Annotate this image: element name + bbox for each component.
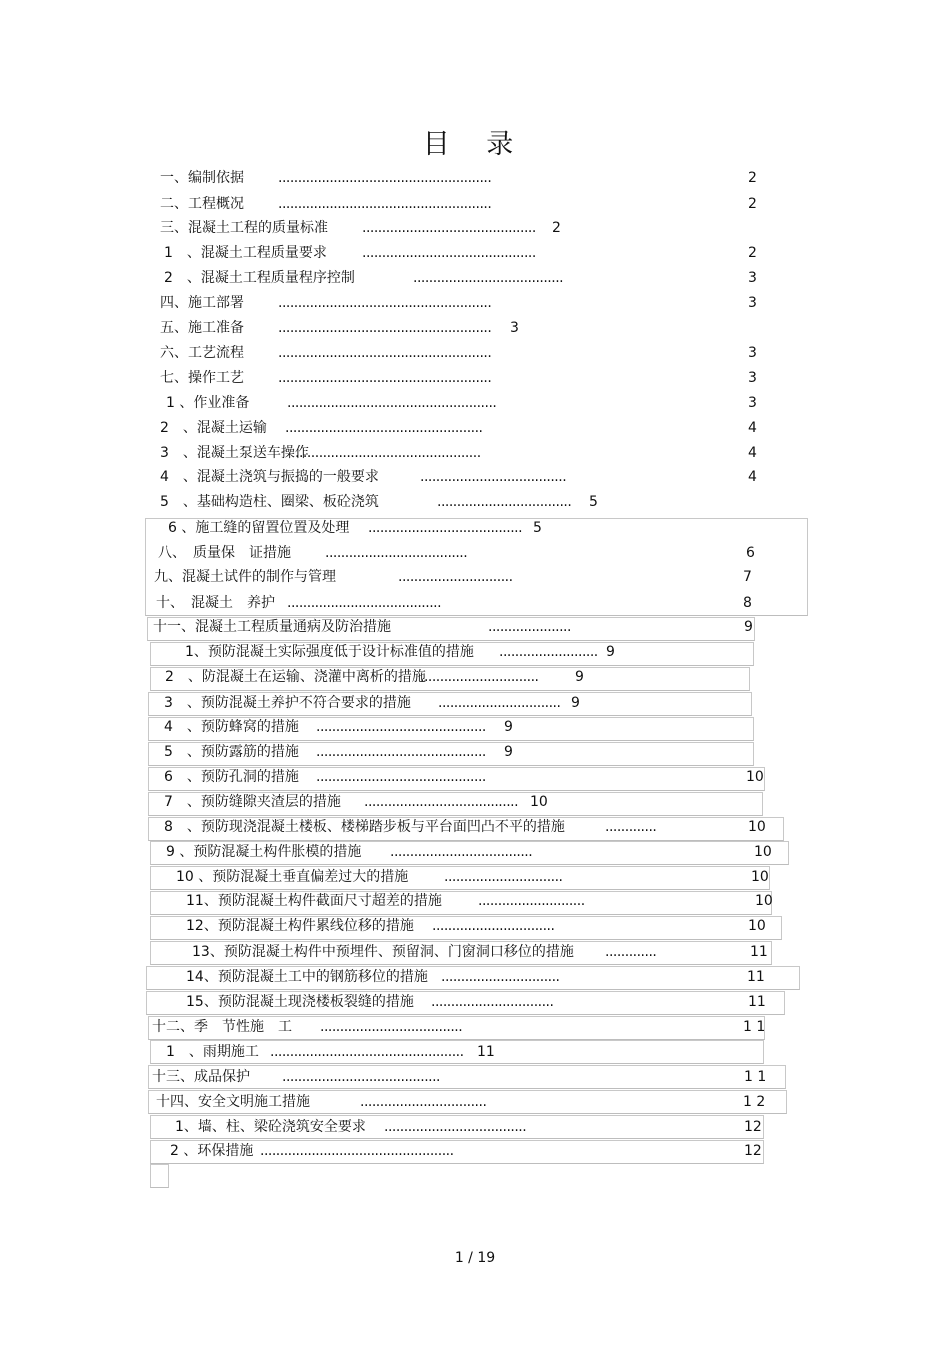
toc-entry[interactable] <box>160 467 788 487</box>
toc-page-number: 8 <box>743 595 752 611</box>
toc-leader-dots: ....................................... <box>287 595 442 611</box>
toc-leader-dots: ..................................... <box>420 469 567 485</box>
toc-entry[interactable] <box>164 792 570 812</box>
toc-leader-dots: ................................................. <box>270 1044 464 1060</box>
toc-leader-dots: .............................. <box>444 869 563 885</box>
toc-entry-title: 11、预防混凝土构件截面尺寸超差的措施 <box>186 893 442 909</box>
toc-entry[interactable] <box>175 1117 784 1137</box>
toc-entry-title: 2 、混凝土运输 <box>160 420 267 436</box>
toc-entry-title: 5 、基础构造柱、圈梁、板砼浇筑 <box>160 494 379 510</box>
toc-leader-dots: ........................................... <box>316 769 486 785</box>
toc-page-number: 4 <box>748 469 757 485</box>
toc-leader-dots: ............................................... <box>295 445 481 461</box>
toc-entry-title: 八、 质量保 证措施 <box>158 545 291 561</box>
toc-entry-title: 一、编制依据 <box>160 170 244 186</box>
toc-entry[interactable] <box>164 717 544 737</box>
toc-leader-dots: ...................................................... <box>278 170 492 186</box>
toc-entry[interactable] <box>160 443 788 463</box>
toc-entry[interactable] <box>152 1017 783 1037</box>
toc-entry[interactable] <box>185 642 646 662</box>
toc-entry[interactable] <box>164 268 788 288</box>
toc-entry[interactable] <box>164 742 544 762</box>
toc-entry[interactable] <box>192 942 790 962</box>
toc-page-number: 9 <box>575 669 584 685</box>
toc-page-number: 2 <box>552 220 561 236</box>
toc-page-number: 11 <box>477 1044 495 1060</box>
toc-page-number: 4 <box>748 445 757 461</box>
toc-entry[interactable] <box>186 967 787 987</box>
toc-page-number: 3 <box>748 295 757 311</box>
toc-leader-dots: ...................................... <box>413 270 564 286</box>
toc-page-number: 3 <box>748 370 757 386</box>
toc-page-number: 10 <box>746 769 764 785</box>
toc-entry-title: 3 、混凝土泵送车操作 <box>160 445 309 461</box>
toc-entry[interactable] <box>160 343 788 363</box>
toc-page-number: 12 <box>744 1143 762 1159</box>
toc-entry-title: 15、预防混凝土现浇楼板裂缝的措施 <box>186 994 414 1010</box>
toc-entry-title: 5 、预防露筋的措施 <box>164 744 299 760</box>
toc-page-number: 1 1 <box>743 1019 766 1035</box>
toc-entry[interactable] <box>168 518 573 538</box>
toc-entry-title: 七、操作工艺 <box>160 370 244 386</box>
toc-entry[interactable] <box>160 194 788 214</box>
toc-leader-dots: .............................. <box>441 969 560 985</box>
toc-page-number: 9 <box>606 644 615 660</box>
toc-entry-title: 2 、防混凝土在运输、浇灌中离析的措施 <box>165 669 426 685</box>
toc-entry-title: 2 、混凝土工程质量程序控制 <box>164 270 355 286</box>
toc-page-number: 3 <box>748 270 757 286</box>
toc-leader-dots: ....................................... <box>364 794 519 810</box>
toc-entry-title: 7 、预防缝隙夹渣层的措施 <box>164 794 341 810</box>
toc-page-number: 3 <box>748 345 757 361</box>
toc-entry-title: 六、工艺流程 <box>160 345 244 361</box>
toc-entry[interactable] <box>160 492 629 512</box>
toc-entry[interactable] <box>160 218 592 238</box>
toc-leader-dots: ............................... <box>438 695 561 711</box>
toc-page-number: 1 2 <box>743 1094 766 1110</box>
toc-entry[interactable] <box>166 842 794 862</box>
toc-page-number: 9 <box>504 744 513 760</box>
toc-entry[interactable] <box>156 593 783 613</box>
toc-leader-dots: ..................................................... <box>287 395 497 411</box>
toc-entry-title: 十二、季 节性施 工 <box>152 1019 292 1035</box>
toc-leader-dots: ............................... <box>432 918 555 934</box>
toc-entry-title: 6 、施工缝的留置位置及处理 <box>168 520 350 536</box>
toc-page-number: 2 <box>748 170 757 186</box>
toc-entry[interactable] <box>160 293 788 313</box>
toc-entry-title: 3 、预防混凝土养护不符合要求的措施 <box>164 695 411 711</box>
toc-leader-dots: ........................................... <box>316 719 486 735</box>
toc-page-number: 11 <box>747 969 765 985</box>
toc-entry[interactable] <box>158 543 786 563</box>
toc-entry[interactable] <box>160 318 550 338</box>
toc-entry[interactable] <box>186 992 788 1012</box>
toc-entry-title: 1 、混凝土工程质量要求 <box>164 245 327 261</box>
toc-entry-title: 13、预防混凝土构件中预埋件、预留洞、门窗洞口移位的措施 <box>192 944 574 960</box>
toc-entry-title: 四、施工部署 <box>160 295 244 311</box>
toc-entry-title: 1 、雨期施工 <box>166 1044 259 1060</box>
toc-page-number: 11 <box>748 994 766 1010</box>
page-title: 目 录 <box>422 129 528 160</box>
toc-page-number: 7 <box>743 569 752 585</box>
toc-entry[interactable] <box>176 867 791 887</box>
toc-leader-dots: ........................................ <box>282 1069 441 1085</box>
toc-entry-title: 1、预防混凝土实际强度低于设计标准值的措施 <box>185 644 474 660</box>
toc-page-number: 4 <box>748 420 757 436</box>
toc-leader-dots: .................................... <box>384 1119 527 1135</box>
toc-entry-title: 12、预防混凝土构件累线位移的措施 <box>186 918 414 934</box>
toc-page-number: 10 <box>754 844 772 860</box>
toc-leader-dots: ............. <box>605 819 657 835</box>
toc-leader-dots: ...................................................... <box>278 320 492 336</box>
toc-page-number: 2 <box>748 245 757 261</box>
toc-entry-title: 十、 混凝土 养护 <box>156 595 275 611</box>
toc-leader-dots: ......................... <box>499 644 598 660</box>
toc-page-number: 10 <box>530 794 548 810</box>
toc-entry[interactable] <box>156 1092 783 1112</box>
toc-entry[interactable] <box>170 1141 784 1161</box>
toc-entry-title: 2 、环保措施 <box>170 1143 254 1159</box>
toc-entry[interactable] <box>186 891 795 911</box>
toc-leader-dots: ...................................................... <box>278 345 492 361</box>
toc-leader-dots: .................................... <box>320 1019 463 1035</box>
toc-entry-title: 九、混凝土试件的制作与管理 <box>154 569 336 585</box>
row-frame <box>150 1164 169 1188</box>
toc-entry-title: 十四、安全文明施工措施 <box>156 1094 310 1110</box>
page-indicator: 1 / 19 <box>454 1250 496 1266</box>
toc-leader-dots: .............................. <box>420 669 539 685</box>
toc-page-number: 10 <box>755 893 773 909</box>
toc-leader-dots: ................................................. <box>260 1143 454 1159</box>
toc-page-number: 9 <box>571 695 580 711</box>
toc-entry[interactable] <box>164 243 788 263</box>
toc-page-number: 5 <box>533 520 542 536</box>
toc-leader-dots: ..................... <box>488 619 571 635</box>
toc-leader-dots: ...................................................... <box>278 196 492 212</box>
toc-entry-title: 十一、混凝土工程质量通病及防治措施 <box>153 619 391 635</box>
toc-page-number: 10 <box>748 918 766 934</box>
toc-entry-title: 1、墙、柱、梁砼浇筑安全要求 <box>175 1119 366 1135</box>
toc-leader-dots: ....................................... <box>368 520 523 536</box>
toc-page-number: 12 <box>744 1119 762 1135</box>
toc-entry-title: 4 、混凝土浇筑与振捣的一般要求 <box>160 469 379 485</box>
toc-entry-title: 三、混凝土工程的质量标准 <box>160 220 328 236</box>
toc-entry-title: 9 、预防混凝土构件胀模的措施 <box>166 844 362 860</box>
toc-leader-dots: ........................................... <box>316 744 486 760</box>
toc-entry[interactable] <box>152 1067 784 1087</box>
toc-leader-dots: ............................................ <box>362 220 536 236</box>
toc-entry[interactable] <box>164 767 786 787</box>
toc-entry-title: 8 、预防现浇混凝土楼板、楼梯踏步板与平台面凹凸不平的措施 <box>164 819 565 835</box>
toc-page-number: 6 <box>746 545 755 561</box>
toc-page-number: 3 <box>748 395 757 411</box>
toc-entry-title: 十三、成品保护 <box>152 1069 250 1085</box>
toc-leader-dots: ........................... <box>478 893 585 909</box>
toc-leader-dots: ............................... <box>431 994 554 1010</box>
toc-entry[interactable] <box>165 667 615 687</box>
toc-entry-title: 14、预防混凝土工中的钢筋移位的措施 <box>186 969 428 985</box>
toc-page-number: 9 <box>744 619 753 635</box>
toc-entry[interactable] <box>153 617 784 637</box>
toc-entry[interactable] <box>186 916 788 936</box>
toc-entry[interactable] <box>160 418 788 438</box>
toc-entry-title: 4 、预防蜂窝的措施 <box>164 719 299 735</box>
toc-entry[interactable] <box>164 693 611 713</box>
toc-page-number: 3 <box>510 320 519 336</box>
toc-leader-dots: ............. <box>605 944 657 960</box>
toc-leader-dots: ............................. <box>398 569 513 585</box>
toc-entry[interactable] <box>160 368 788 388</box>
toc-entry[interactable] <box>160 168 788 188</box>
toc-leader-dots: .................................. <box>437 494 572 510</box>
toc-leader-dots: ...................................................... <box>278 370 492 386</box>
toc-leader-dots: .................................................. <box>285 420 483 436</box>
toc-entry[interactable] <box>166 1042 517 1062</box>
toc-page-number: 10 <box>751 869 769 885</box>
toc-entry[interactable] <box>166 393 788 413</box>
toc-entry-title: 6 、预防孔洞的措施 <box>164 769 299 785</box>
toc-page-number: 9 <box>504 719 513 735</box>
toc-entry-title: 五、施工准备 <box>160 320 244 336</box>
toc-page-number: 5 <box>589 494 598 510</box>
toc-entry[interactable] <box>154 567 783 587</box>
toc-leader-dots: .................................... <box>390 844 533 860</box>
toc-page-number: 11 <box>750 944 768 960</box>
toc-leader-dots: ............................................ <box>362 245 536 261</box>
toc-leader-dots: .................................... <box>325 545 468 561</box>
toc-entry-title: 1 、作业准备 <box>166 395 250 411</box>
toc-page-number: 1 1 <box>744 1069 767 1085</box>
toc-entry[interactable] <box>164 817 788 837</box>
toc-entry-title: 10 、预防混凝土垂直偏差过大的措施 <box>176 869 409 885</box>
toc-entry-title: 二、工程概况 <box>160 196 244 212</box>
toc-page-number: 10 <box>748 819 766 835</box>
toc-leader-dots: ................................ <box>360 1094 487 1110</box>
toc-leader-dots: ...................................................... <box>278 295 492 311</box>
toc-page-number: 2 <box>748 196 757 212</box>
